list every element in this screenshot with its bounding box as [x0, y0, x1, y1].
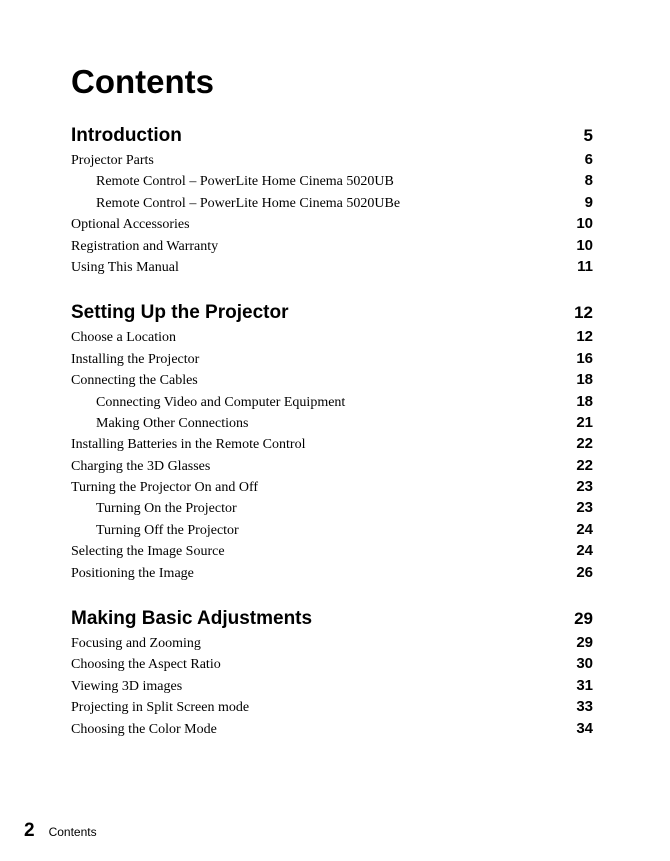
entry-label: Viewing 3D images	[71, 678, 183, 694]
toc-section	[71, 121, 593, 279]
entry-label: Making Other Connections	[96, 415, 249, 431]
toc-entry[interactable]	[71, 350, 593, 371]
entry-page-number: 6	[584, 151, 593, 168]
entry-label: Turning Off the Projector	[96, 522, 239, 538]
entry-page-number: 11	[577, 257, 593, 275]
entry-label: Optional Accessories	[71, 217, 190, 233]
entry-page-number: 30	[576, 655, 593, 673]
toc-subentry[interactable]	[71, 414, 593, 435]
toc-section-heading[interactable]	[71, 604, 593, 634]
entry-label: Installing the Projector	[71, 351, 200, 367]
toc-entry[interactable]	[71, 457, 593, 478]
entry-label: Registration and Warranty	[71, 238, 219, 254]
entry-page-number: 10	[576, 215, 593, 233]
toc-section	[71, 298, 593, 585]
toc-subentry[interactable]	[71, 499, 593, 520]
entry-label: Remote Control – PowerLite Home Cinema 5020UBe	[96, 195, 401, 211]
toc-entry[interactable]	[71, 151, 593, 172]
entry-page-number: 33	[576, 698, 593, 716]
entry-page-number: 31	[576, 676, 593, 694]
toc-entry[interactable]	[71, 215, 593, 236]
toc-section-heading[interactable]	[71, 121, 593, 151]
toc-entry[interactable]	[71, 237, 593, 258]
toc-section	[71, 604, 593, 741]
toc-section-heading[interactable]	[71, 298, 593, 328]
entry-page-number: 12	[576, 328, 593, 346]
toc-entry[interactable]	[71, 371, 593, 392]
entry-page-number: 24	[576, 542, 593, 560]
footer-label: Contents	[48, 825, 97, 839]
toc-subentry[interactable]	[71, 172, 593, 193]
toc-entry[interactable]	[71, 258, 593, 279]
entry-page-number: 23	[576, 499, 593, 517]
entry-label: Installing Batteries in the Remote Control	[71, 437, 306, 453]
entry-page-number: 23	[576, 478, 593, 496]
entry-page-number: 8	[584, 172, 593, 190]
section-title: Introduction	[71, 125, 182, 146]
entry-label: Choose a Location	[71, 330, 176, 346]
toc-subentry[interactable]	[71, 393, 593, 414]
entry-label: Using This Manual	[71, 259, 179, 275]
entry-label: Connecting the Cables	[71, 373, 198, 389]
toc-entry[interactable]	[71, 542, 593, 563]
entry-label: Remote Control – PowerLite Home Cinema 5020UB	[96, 174, 394, 190]
entry-page-number: 18	[576, 392, 593, 410]
entry-page-number: 10	[576, 236, 593, 254]
entry-label: Focusing and Zooming	[71, 636, 201, 652]
toc-entry[interactable]	[71, 634, 593, 655]
page-footer	[24, 820, 97, 842]
entry-label: Charging the 3D Glasses	[71, 458, 211, 474]
section-title: Setting Up the Projector	[71, 302, 289, 324]
entry-page-number: 22	[576, 456, 593, 474]
entry-page-number: 29	[576, 634, 593, 652]
toc-entry[interactable]	[71, 720, 593, 741]
entry-page-number: 22	[576, 435, 593, 453]
section-page-number: 12	[574, 303, 593, 323]
entry-page-number: 16	[576, 349, 593, 367]
section-title: Making Basic Adjustments	[71, 608, 313, 630]
section-page-number: 5	[583, 126, 593, 145]
entry-label: Projector Parts	[71, 153, 154, 168]
entry-label: Projecting in Split Screen mode	[71, 700, 250, 716]
toc-entry[interactable]	[71, 698, 593, 719]
entry-page-number: 26	[576, 563, 593, 581]
toc-entry[interactable]	[71, 435, 593, 456]
entry-label: Choosing the Color Mode	[71, 721, 217, 737]
entry-label: Choosing the Aspect Ratio	[71, 657, 221, 673]
entry-label: Selecting the Image Source	[71, 544, 225, 560]
toc-entry[interactable]	[71, 564, 593, 585]
toc-entry[interactable]	[71, 655, 593, 676]
toc-entry[interactable]	[71, 677, 593, 698]
page-title: Contents	[71, 63, 214, 100]
entry-page-number: 21	[576, 413, 593, 431]
entry-label: Connecting Video and Computer Equipment	[96, 394, 346, 410]
entry-page-number: 9	[584, 193, 593, 211]
section-page-number: 29	[574, 609, 593, 629]
footer-page-number: 2	[24, 820, 35, 841]
table-of-contents	[71, 121, 593, 760]
toc-subentry[interactable]	[71, 521, 593, 542]
entry-label: Turning On the Projector	[96, 501, 237, 517]
entry-label: Turning the Projector On and Off	[71, 480, 259, 496]
entry-page-number: 24	[576, 520, 593, 538]
entry-page-number: 18	[576, 371, 593, 389]
toc-entry[interactable]	[71, 328, 593, 349]
toc-entry[interactable]	[71, 478, 593, 499]
toc-subentry[interactable]	[71, 194, 593, 215]
entry-page-number: 34	[576, 719, 593, 737]
entry-label: Positioning the Image	[71, 565, 194, 581]
